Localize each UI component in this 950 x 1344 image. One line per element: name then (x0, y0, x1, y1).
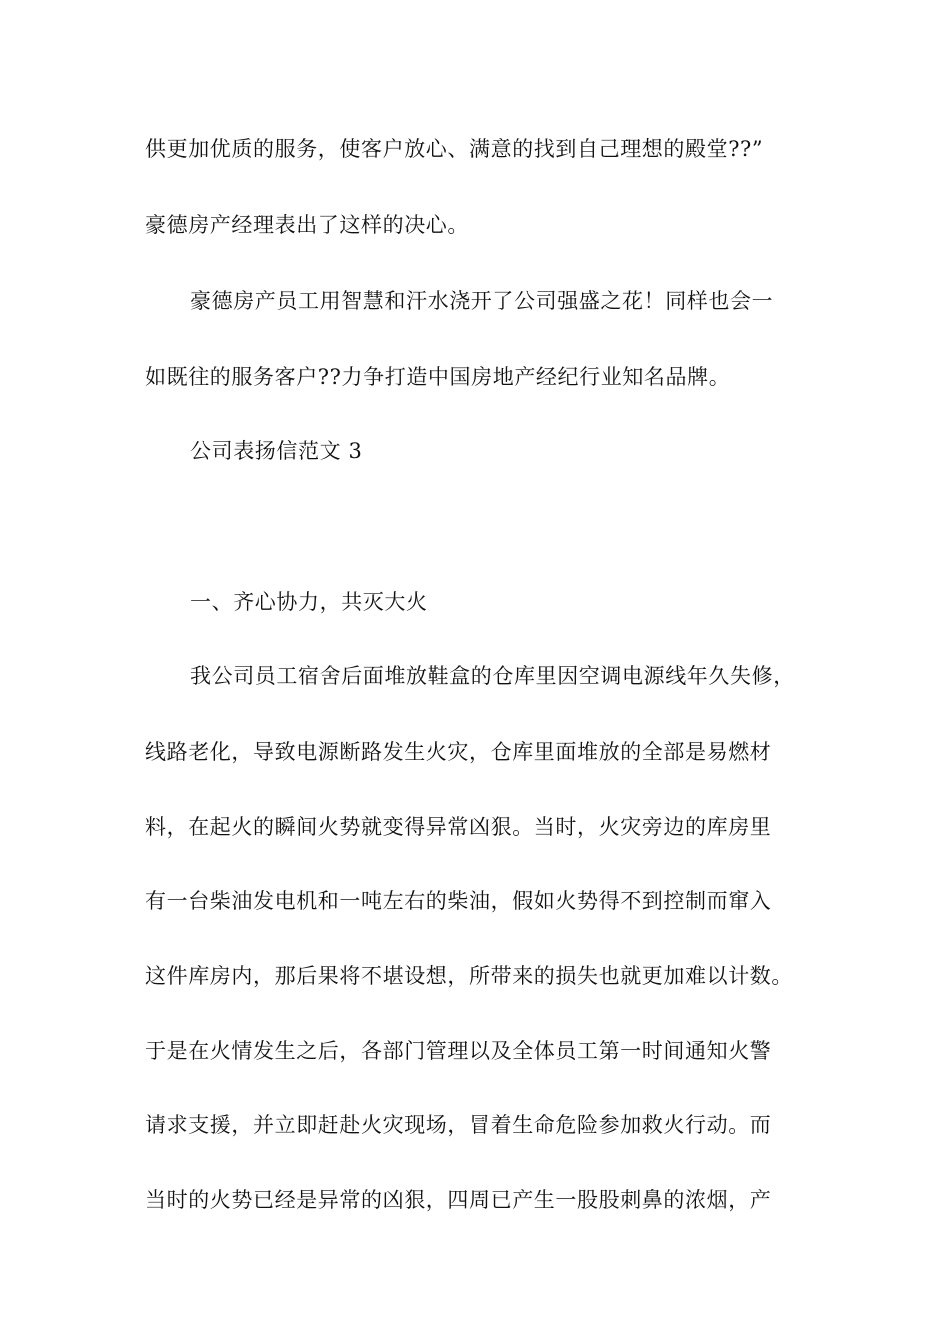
paragraph-line: 如既往的服务客户??力争打造中国房地产经纪行业知名品牌。 (145, 365, 731, 389)
paragraph-line: 当时的火势已经是异常的凶狠，四周已产生一股股刺鼻的浓烟，产 (145, 1188, 772, 1212)
paragraph-line: 有一台柴油发电机和一吨左右的柴油，假如火势得不到控制而窜入 (145, 889, 772, 913)
paragraph-line: 线路老化，导致电源断路发生火灾，仓库里面堆放的全部是易燃材 (145, 740, 772, 764)
sub-heading: 一、齐心协力，共灭大火 (190, 590, 428, 614)
paragraph-line: 请求支援，并立即赶赴火灾现场，冒着生命危险参加救火行动。而 (145, 1113, 772, 1137)
paragraph-line: 豪德房产员工用智慧和汗水浇开了公司强盛之花！同样也会一 (190, 289, 774, 313)
paragraph-line: 供更加优质的服务，使客户放心、满意的找到自己理想的殿堂??” (145, 137, 764, 161)
section-heading: 公司表扬信范文 3 (190, 439, 363, 463)
paragraph-line: 于是在火情发生之后，各部门管理以及全体员工第一时间通知火警 (145, 1039, 772, 1063)
paragraph-line: 料，在起火的瞬间火势就变得异常凶狠。当时，火灾旁边的库房里 (145, 815, 772, 839)
paragraph-line: 我公司员工宿舍后面堆放鞋盒的仓库里因空调电源线年久失修， (190, 664, 795, 688)
paragraph-line: 豪德房产经理表出了这样的决心。 (145, 213, 469, 237)
paragraph-line: 这件库房内，那后果将不堪设想，所带来的损失也就更加难以计数。 (145, 964, 793, 988)
